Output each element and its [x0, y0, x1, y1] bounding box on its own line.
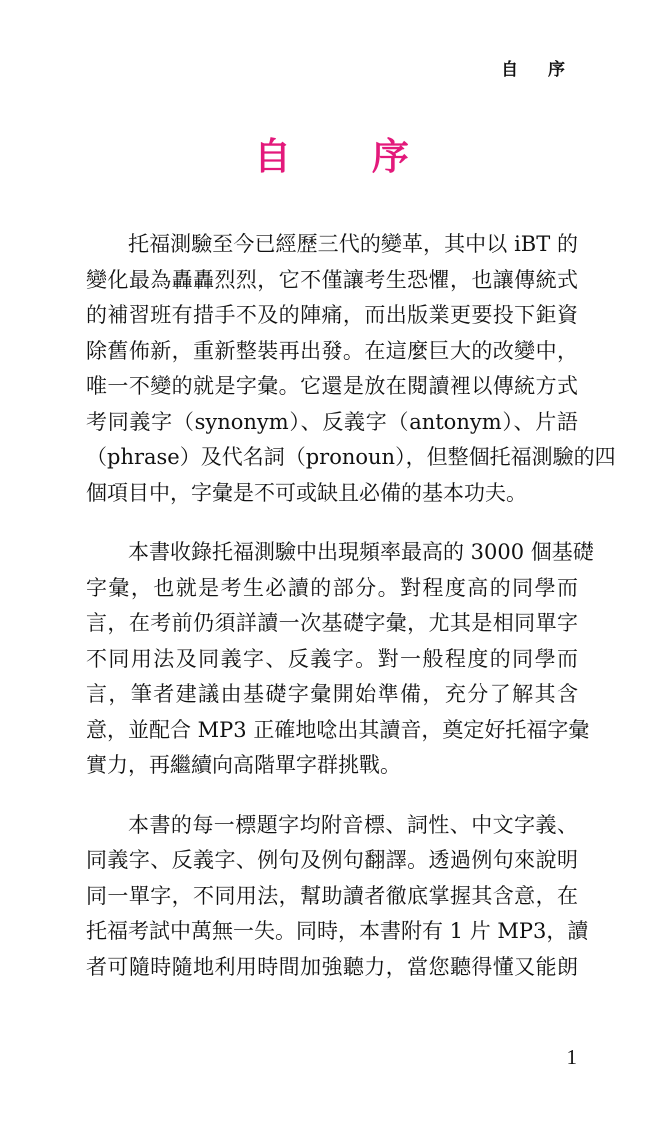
text-line: 同一單字，不同用法，幫助讀者徹底掌握其含意，在: [86, 883, 578, 908]
text-line: 的補習班有措手不及的陣痛，而出版業更要投下鉅資: [86, 303, 578, 327]
text-line: 本書收錄托福測驗中出現頻率最高的 3000 個基礎: [128, 540, 594, 564]
text-line: 實力，再繼續向高階單字群挑戰。: [86, 753, 401, 777]
paragraph-3: [86, 808, 589, 986]
text-line: 變化最為轟轟烈烈，它不僅讓考生恐懼，也讓傳統式: [86, 267, 578, 292]
running-header: 自 序: [501, 60, 577, 80]
text-line: 不同用法及同義字、反義字。對一般程度的同學而: [86, 646, 578, 671]
paragraph-2: [86, 535, 594, 784]
paragraph-1: [86, 227, 616, 511]
body-text: [86, 227, 616, 1009]
text-line: 言，在考前仍須詳讀一次基礎字彙，尤其是相同單字: [86, 611, 578, 635]
text-line: 同義字、反義字、例句及例句翻譯。透過例句來說明: [86, 848, 578, 872]
text-line: 意，並配合 MP3 正確地唸出其讀音，奠定好托福字彙: [86, 717, 590, 742]
text-line: 字彙，也就是考生必讀的部分。對程度高的同學而: [86, 575, 578, 600]
chapter-title: 自 序: [254, 134, 443, 178]
page-number: 1: [566, 1045, 577, 1069]
text-line: 言，筆者建議由基礎字彙開始準備，充分了解其含: [86, 682, 578, 706]
text-line: 本書的每一標題字均附音標、詞性、中文字義、: [128, 812, 578, 837]
text-line: 唯一不變的就是字彙。它還是放在閱讀裡以傳統方式: [86, 374, 578, 398]
text-line: 個項目中，字彙是不可或缺且必備的基本功夫。: [86, 480, 527, 505]
text-line: 考同義字（synonym）、反義字（antonym）、片語: [86, 409, 578, 434]
text-line: 除舊佈新，重新整裝再出發。在這麼巨大的改變中，: [86, 338, 578, 363]
text-line: 托福測驗至今已經歷三代的變革，其中以 iBT 的: [128, 232, 578, 256]
text-line: （phrase）及代名詞（pronoun），但整個托福測驗的四: [86, 445, 616, 469]
text-line: 托福考試中萬無一失。同時，本書附有 1 片 MP3，讀: [86, 919, 589, 943]
text-line: 者可隨時隨地利用時間加強聽力，當您聽得懂又能朗: [86, 954, 578, 979]
